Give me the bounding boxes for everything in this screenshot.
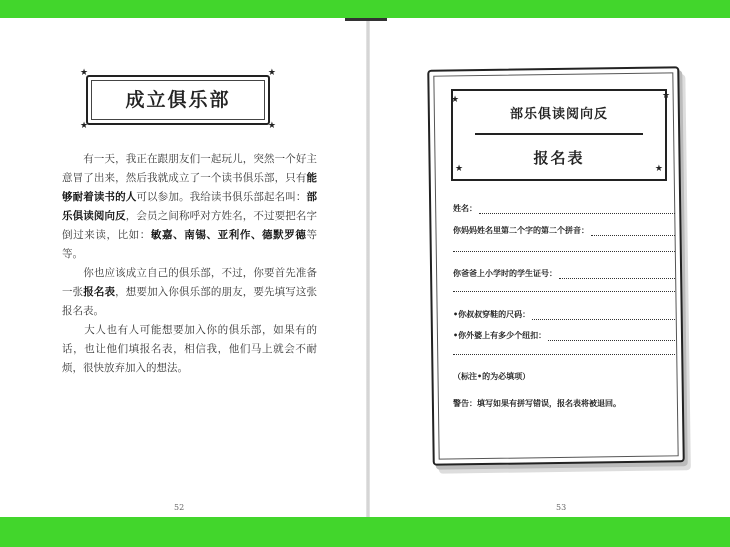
- field-father-id-label: 你爸爸上小学时的学生证号：: [453, 269, 557, 278]
- star-icon: ★: [662, 91, 671, 101]
- field-extra-line[interactable]: [453, 290, 675, 292]
- field-grandma-buttons-label: •你外婆上有多少个纽扣：: [453, 331, 547, 340]
- field-grandma-buttons-line[interactable]: [548, 333, 675, 341]
- book-gutter: [366, 18, 370, 517]
- form-club-name: 部乐俱读阅向反: [509, 107, 608, 122]
- para2-text-b: ，想要加入你俱乐部的朋友，要先填写这张报名表。: [62, 286, 318, 317]
- star-icon: ★: [451, 95, 460, 105]
- left-title-box: [80, 68, 276, 131]
- para1-handwritten-a: 能够耐着读书的人: [62, 172, 317, 203]
- header-divider: [475, 133, 643, 135]
- left-page-title: 成立俱乐部: [125, 89, 231, 111]
- para1-text-d: 等等。: [62, 229, 318, 260]
- para3-text: 大人也有人可能想要加入你的俱乐部，如果有的话，也让他们填报名表，相信我，他们马上就会不耐烦，很快放弃加入的想法。: [62, 324, 317, 374]
- star-icon: ★: [267, 68, 276, 78]
- field-mother-pinyin: [453, 225, 675, 236]
- field-father-id: [453, 268, 675, 279]
- para1-club-name: 部乐俱读阅向反: [62, 191, 318, 222]
- field-name-label: 姓名：: [453, 204, 477, 213]
- para1-text-c: ，会员之间称呼对方姓名，不过要把名字倒过来读，比如：: [62, 210, 318, 241]
- form-header-box: [451, 89, 667, 181]
- star-icon: ★: [80, 68, 89, 78]
- bottom-green-bar: [0, 517, 730, 547]
- star-icon: ★: [455, 164, 464, 174]
- para1-text-b: 可以参加。我给读书俱乐部起名叫：: [136, 191, 307, 203]
- paragraph-1: [62, 150, 317, 264]
- field-uncle-shoe: [453, 309, 675, 320]
- field-name: [453, 203, 675, 214]
- field-mother-pinyin-line[interactable]: [591, 228, 675, 236]
- required-note: （标注•的为必填项）: [453, 372, 531, 381]
- field-uncle-shoe-label: •你叔叔穿鞋的尺码：: [453, 310, 531, 319]
- field-extra-line[interactable]: [453, 250, 675, 252]
- para1-text-a: 有一天，我正在跟朋友们一起玩儿，突然一个好主意冒了出来，然后我就成立了一个读书俱乐部，只有: [62, 153, 317, 184]
- form-title: 报名表: [533, 149, 585, 167]
- right-page-number: 53: [556, 503, 567, 512]
- para2-form-word: 报名表: [83, 286, 116, 298]
- star-icon: ★: [654, 164, 663, 174]
- star-icon: ★: [80, 121, 89, 131]
- star-icon: ★: [267, 121, 276, 131]
- field-extra-line[interactable]: [453, 353, 675, 355]
- spine-mark: [345, 18, 387, 21]
- top-green-bar: [0, 0, 730, 18]
- field-father-id-line[interactable]: [559, 271, 675, 279]
- field-mother-pinyin-label: 你妈妈姓名里第二个字的第二个拼音：: [453, 226, 589, 235]
- para2-text-a: 你也应该成立自己的俱乐部，不过，你要首先准备一张: [62, 267, 317, 298]
- field-grandma-buttons: [453, 330, 675, 341]
- paragraph-2: [62, 264, 317, 321]
- field-name-line[interactable]: [479, 206, 675, 214]
- warning-note: 警告：填写如果有拼写错误，报名表将被退回。: [453, 399, 621, 408]
- para1-names: 敏嘉、南锡、亚利作、德默罗德: [150, 229, 307, 241]
- paragraph-3: [62, 321, 317, 378]
- left-page-number: 52: [174, 503, 185, 512]
- field-uncle-shoe-line[interactable]: [532, 312, 675, 320]
